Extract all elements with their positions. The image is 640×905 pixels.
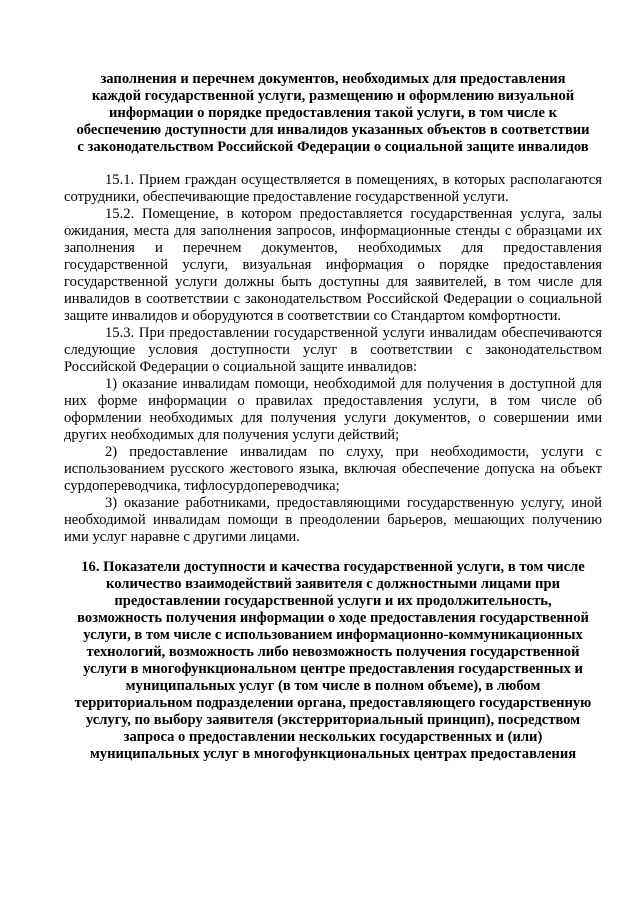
- heading-line: количество взаимодействий заявителя с должностными лицами при: [105, 576, 560, 592]
- paragraph-15-3: 15.3. При предоставлении государственной услуги инвалидам обеспечиваются следующие условия доступности услуг в соответствии с законодательством Российской Федерации о социальной защите инвалидов:: [64, 325, 602, 375]
- heading-line: запроса о предоставлении нескольких государственных и (или): [123, 729, 543, 745]
- heading-line: информации о порядке предоставления такой услуги, в том числе к: [109, 105, 557, 121]
- heading-line: услуги в многофункциональном центре предоставления государственных и: [83, 661, 583, 677]
- heading-line: услуги, в том числе с использованием информационно-коммуникационных: [83, 627, 583, 643]
- paragraph-15-2: 15.2. Помещение, в котором предоставляется государственная услуга, залы ожидания, места для заполнения запросов, информационные стенды с образцами их заполнения и перечнем документов, необходимых для предоставления государственной услуги, визуальная информация о порядке предоставления государственной услуги должны быть доступны для заявителей, в том числе для инвалидов в соответствии с законодательством Российской Федерации о социальной защите инвалидов и оборудуются в соответствии со Стандартом комфортности.: [64, 206, 602, 324]
- heading-line: обеспечению доступности для инвалидов указанных объектов в соответствии: [76, 122, 590, 138]
- heading-line: заполнения и перечнем документов, необходимых для предоставления: [100, 71, 566, 87]
- section-16-heading: [64, 559, 602, 763]
- heading-line: предоставлении государственной услуги и их продолжительность,: [114, 593, 552, 609]
- heading-line: технологий, возможность либо невозможность получения государственной: [86, 644, 580, 660]
- heading-line: с законодательством Российской Федерации о социальной защите инвалидов: [77, 139, 589, 155]
- heading-line: территориальном подразделении органа, предоставляющего государственную: [74, 695, 592, 711]
- heading-line: муниципальных услуг (в том числе в полном объеме), в любом: [125, 678, 541, 694]
- section-15-heading-continuation: [64, 71, 602, 156]
- list-item-2: 2) предоставление инвалидам по слуху, при необходимости, услуги с использованием русского жестового языка, включая обеспечение допуска на объект сурдопереводчика, тифлосурдопереводчика;: [64, 444, 602, 494]
- list-item-3: 3) оказание работниками, предоставляющими государственную услугу, иной необходимой инвалидам помощи в преодолении барьеров, мешающих получению ими услуг наравне с другими лицами.: [64, 495, 602, 545]
- section-15-body: [64, 172, 602, 546]
- heading-line: возможность получения информации о ходе предоставления государственной: [77, 610, 589, 626]
- heading-line: 16. Показатели доступности и качества государственной услуги, в том числе: [81, 559, 585, 575]
- list-item-1: 1) оказание инвалидам помощи, необходимой для получения в доступной для них форме информации о правилах предоставления услуги, в том числе об оформлении необходимых для получения услуги документов, о совершении ими других необходимых для получения услуги действий;: [64, 376, 602, 443]
- heading-line: услугу, по выбору заявителя (экстерриториальный принцип), посредством: [85, 712, 581, 728]
- heading-line: каждой государственной услуги, размещению и оформлению визуальной: [91, 88, 575, 104]
- paragraph-15-1: 15.1. Прием граждан осуществляется в помещениях, в которых располагаются сотрудники, обеспечивающие предоставление государственной услуги.: [64, 172, 602, 205]
- heading-line: муниципальных услуг в многофункциональных центрах предоставления: [89, 746, 577, 762]
